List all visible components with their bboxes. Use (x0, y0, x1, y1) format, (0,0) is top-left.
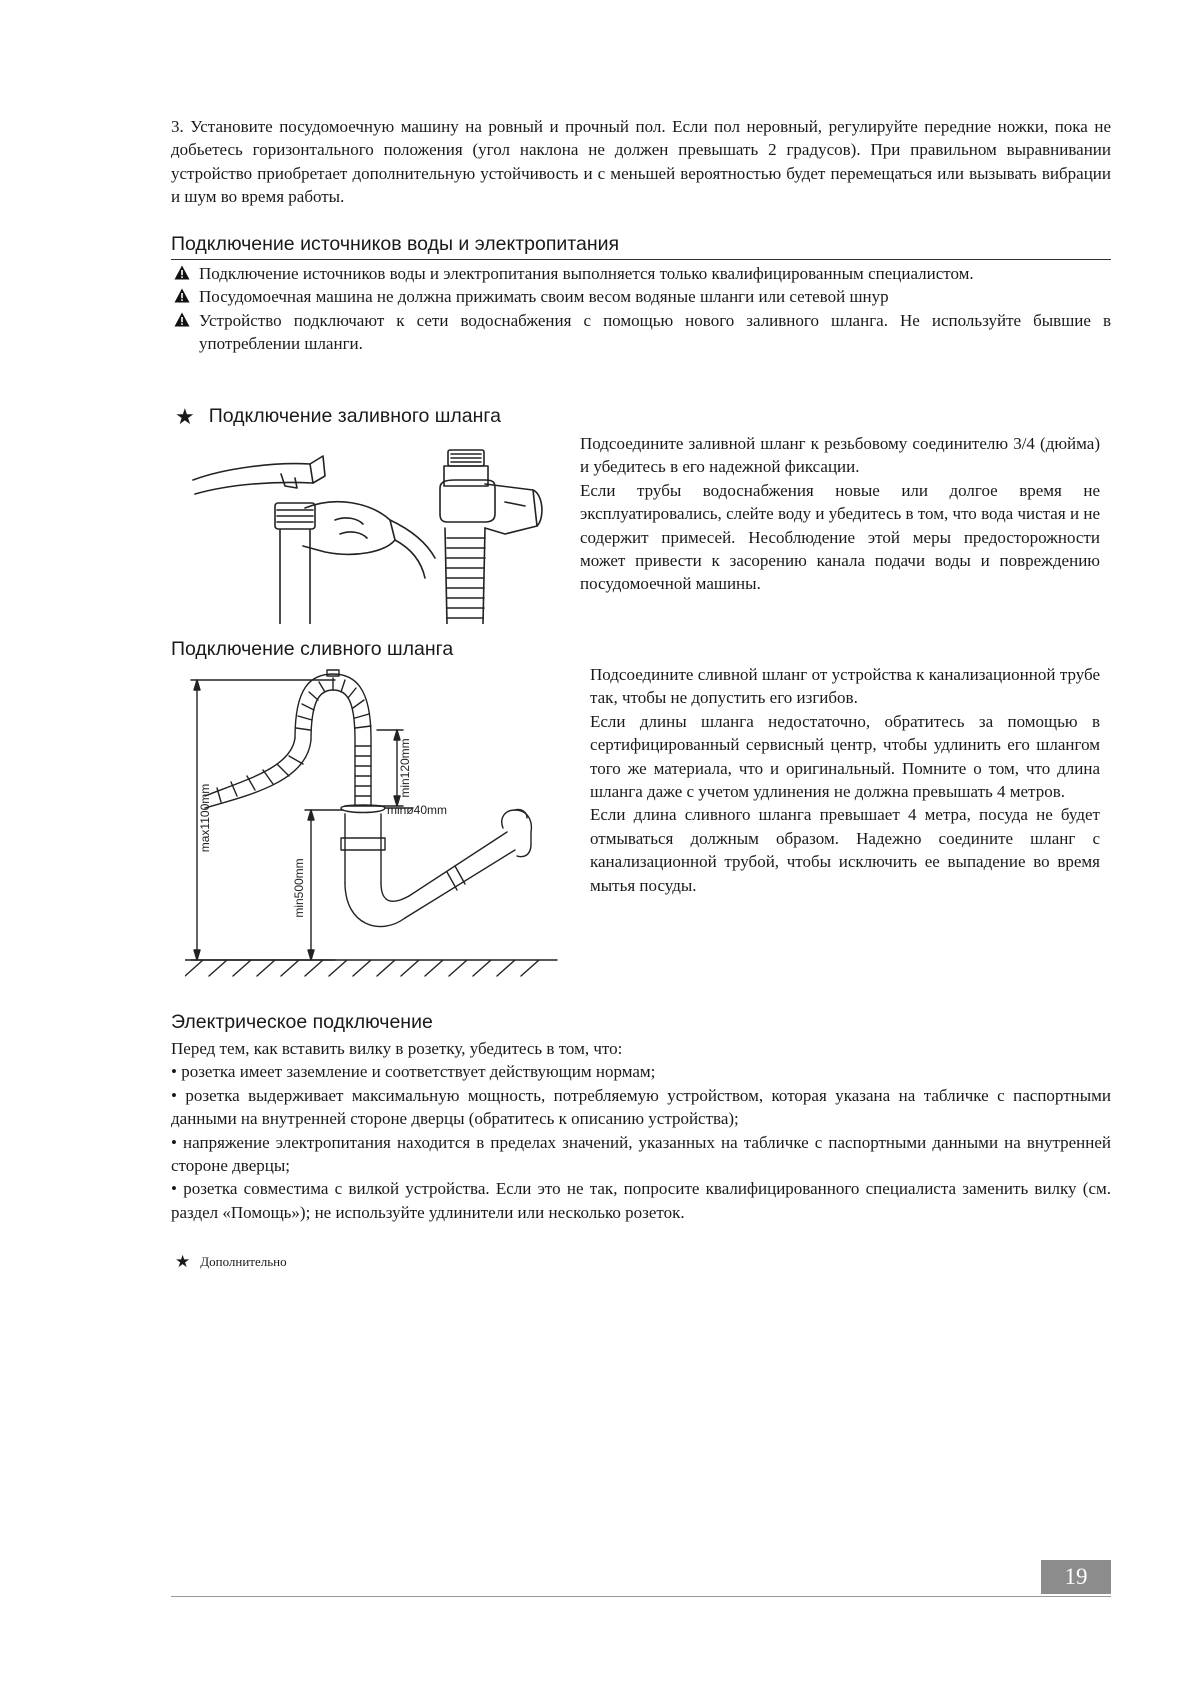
bullet-symbol: • (171, 1179, 177, 1199)
intro-paragraph: 3. Установите посудомоечную машину на ровный и прочный пол. Если пол неровный, регулируйте передние ножки, пока не добьетесь горизонтального положения (угол наклона не должен превышать 2 градусов). При правильном выравнивании устройство приобретает дополнительную устойчивость и с меньшей вероятностью будет перемещаться или вызывать вибрации и шум во время работы. (171, 117, 1111, 207)
bullet-text: напряжение электропитания находится в пределах значений, указанных на табличке с паспортными данными на внутренней стороне дверцы; (171, 1132, 1111, 1176)
warning-triangle-icon (174, 312, 190, 327)
drain-title: Подключение сливного шланга (171, 638, 454, 660)
electrical-bullet (171, 1084, 1111, 1131)
inlet-paragraph: Если трубы водоснабжения новые или долгое время не эксплуатировались, слейте воду и убедитесь в том, что вода чистая и не содержит примесей. Несоблюдение этой меры предосторожности может привести к засорению канала подачи воды и повреждению посудомоечной машины. (580, 480, 1100, 594)
warning-triangle-icon (174, 288, 190, 303)
max-height-label: max1100mm (198, 783, 212, 853)
min-diameter-label: minø40mm (387, 803, 448, 817)
inlet-title: Подключение заливного шланга (208, 405, 501, 427)
warning-triangle-icon (174, 265, 190, 280)
inlet-paragraph: Подсоедините заливной шланг к резьбовому соединителю 3/4 (дюйма) и убедитесь в его надежной фиксации. (580, 434, 1100, 477)
inlet-heading (175, 405, 501, 428)
warning-item (171, 309, 1111, 356)
electrical-bullet (171, 1177, 1111, 1224)
bullet-text: розетка совместима с вилкой устройства. Если это не так, попросите квалифицированного специалиста заменить вилку (см. раздел «Помощь»); не используйте удлинители или несколько розеток. (171, 1179, 1112, 1222)
drain-paragraph: Подсоедините сливной шланг от устройства к канализационной трубе так, чтобы не допустить его изгибов. (590, 665, 1100, 708)
section-divider (171, 259, 1111, 260)
min-bend-label: min120mm (398, 738, 412, 798)
bullet-symbol: • (171, 1062, 177, 1082)
star-icon: ★ (175, 403, 195, 429)
inlet-text (580, 432, 1100, 596)
page-number: 19 (1041, 1560, 1111, 1594)
electrical-bullet (171, 1060, 1111, 1083)
min-height-label: min500mm (292, 858, 306, 918)
bullet-text: розетка имеет заземление и соответствует действующим нормам; (181, 1062, 656, 1082)
footnote-text: Дополнительно (200, 1254, 287, 1269)
star-icon: ★ (175, 1252, 191, 1271)
electrical-body (171, 1037, 1111, 1224)
footer-rule (171, 1596, 1111, 1597)
drain-hose-diagram (185, 668, 570, 978)
drain-text (590, 663, 1100, 897)
bullet-symbol: • (171, 1085, 177, 1105)
inlet-hose-illustration (185, 448, 555, 624)
bullet-text: розетка выдерживает максимальную мощность, потребляемую устройством, которая указана на табличке с паспортными данными на внутренней стороне дверцы (обратитесь к описанию устройства); (171, 1085, 1111, 1129)
warning-text: Устройство подключают к сети водоснабжения с помощью нового заливного шланга. Не используйте бывшие в употреблении шланги. (199, 310, 1111, 354)
drain-paragraph: Если длины шланга недостаточно, обратитесь за помощью в сертифицированный сервисный центр, чтобы удлинить его шлангом того же материала, что и оригинальный. Помните о том, что длина шланга даже с учетом удлинения не должна превышать 4 метров. (590, 711, 1100, 802)
footnote (175, 1252, 287, 1272)
bullet-symbol: • (171, 1132, 177, 1152)
electrical-lead: Перед тем, как вставить вилку в розетку, убедитесь в том, что: (171, 1039, 623, 1058)
warning-list (171, 262, 1111, 356)
warning-item (171, 262, 1111, 285)
warning-item (171, 285, 1111, 308)
drain-paragraph: Если длина сливного шланга превышает 4 метра, посуда не будет отмываться должным образом. Надежно соедините шланг с канализационной трубой, чтобы исключить ее выпадение во время мытья посуды. (590, 805, 1100, 895)
water-power-title: Подключение источников воды и электропитания (171, 233, 620, 255)
electrical-bullet (171, 1131, 1111, 1178)
electrical-title: Электрическое подключение (171, 1011, 433, 1033)
warning-text: Подключение источников воды и электропитания выполняется только квалифицированным специалистом. (199, 264, 974, 283)
warning-text: Посудомоечная машина не должна прижимать своим весом водяные шланги или сетевой шнур (199, 287, 889, 307)
